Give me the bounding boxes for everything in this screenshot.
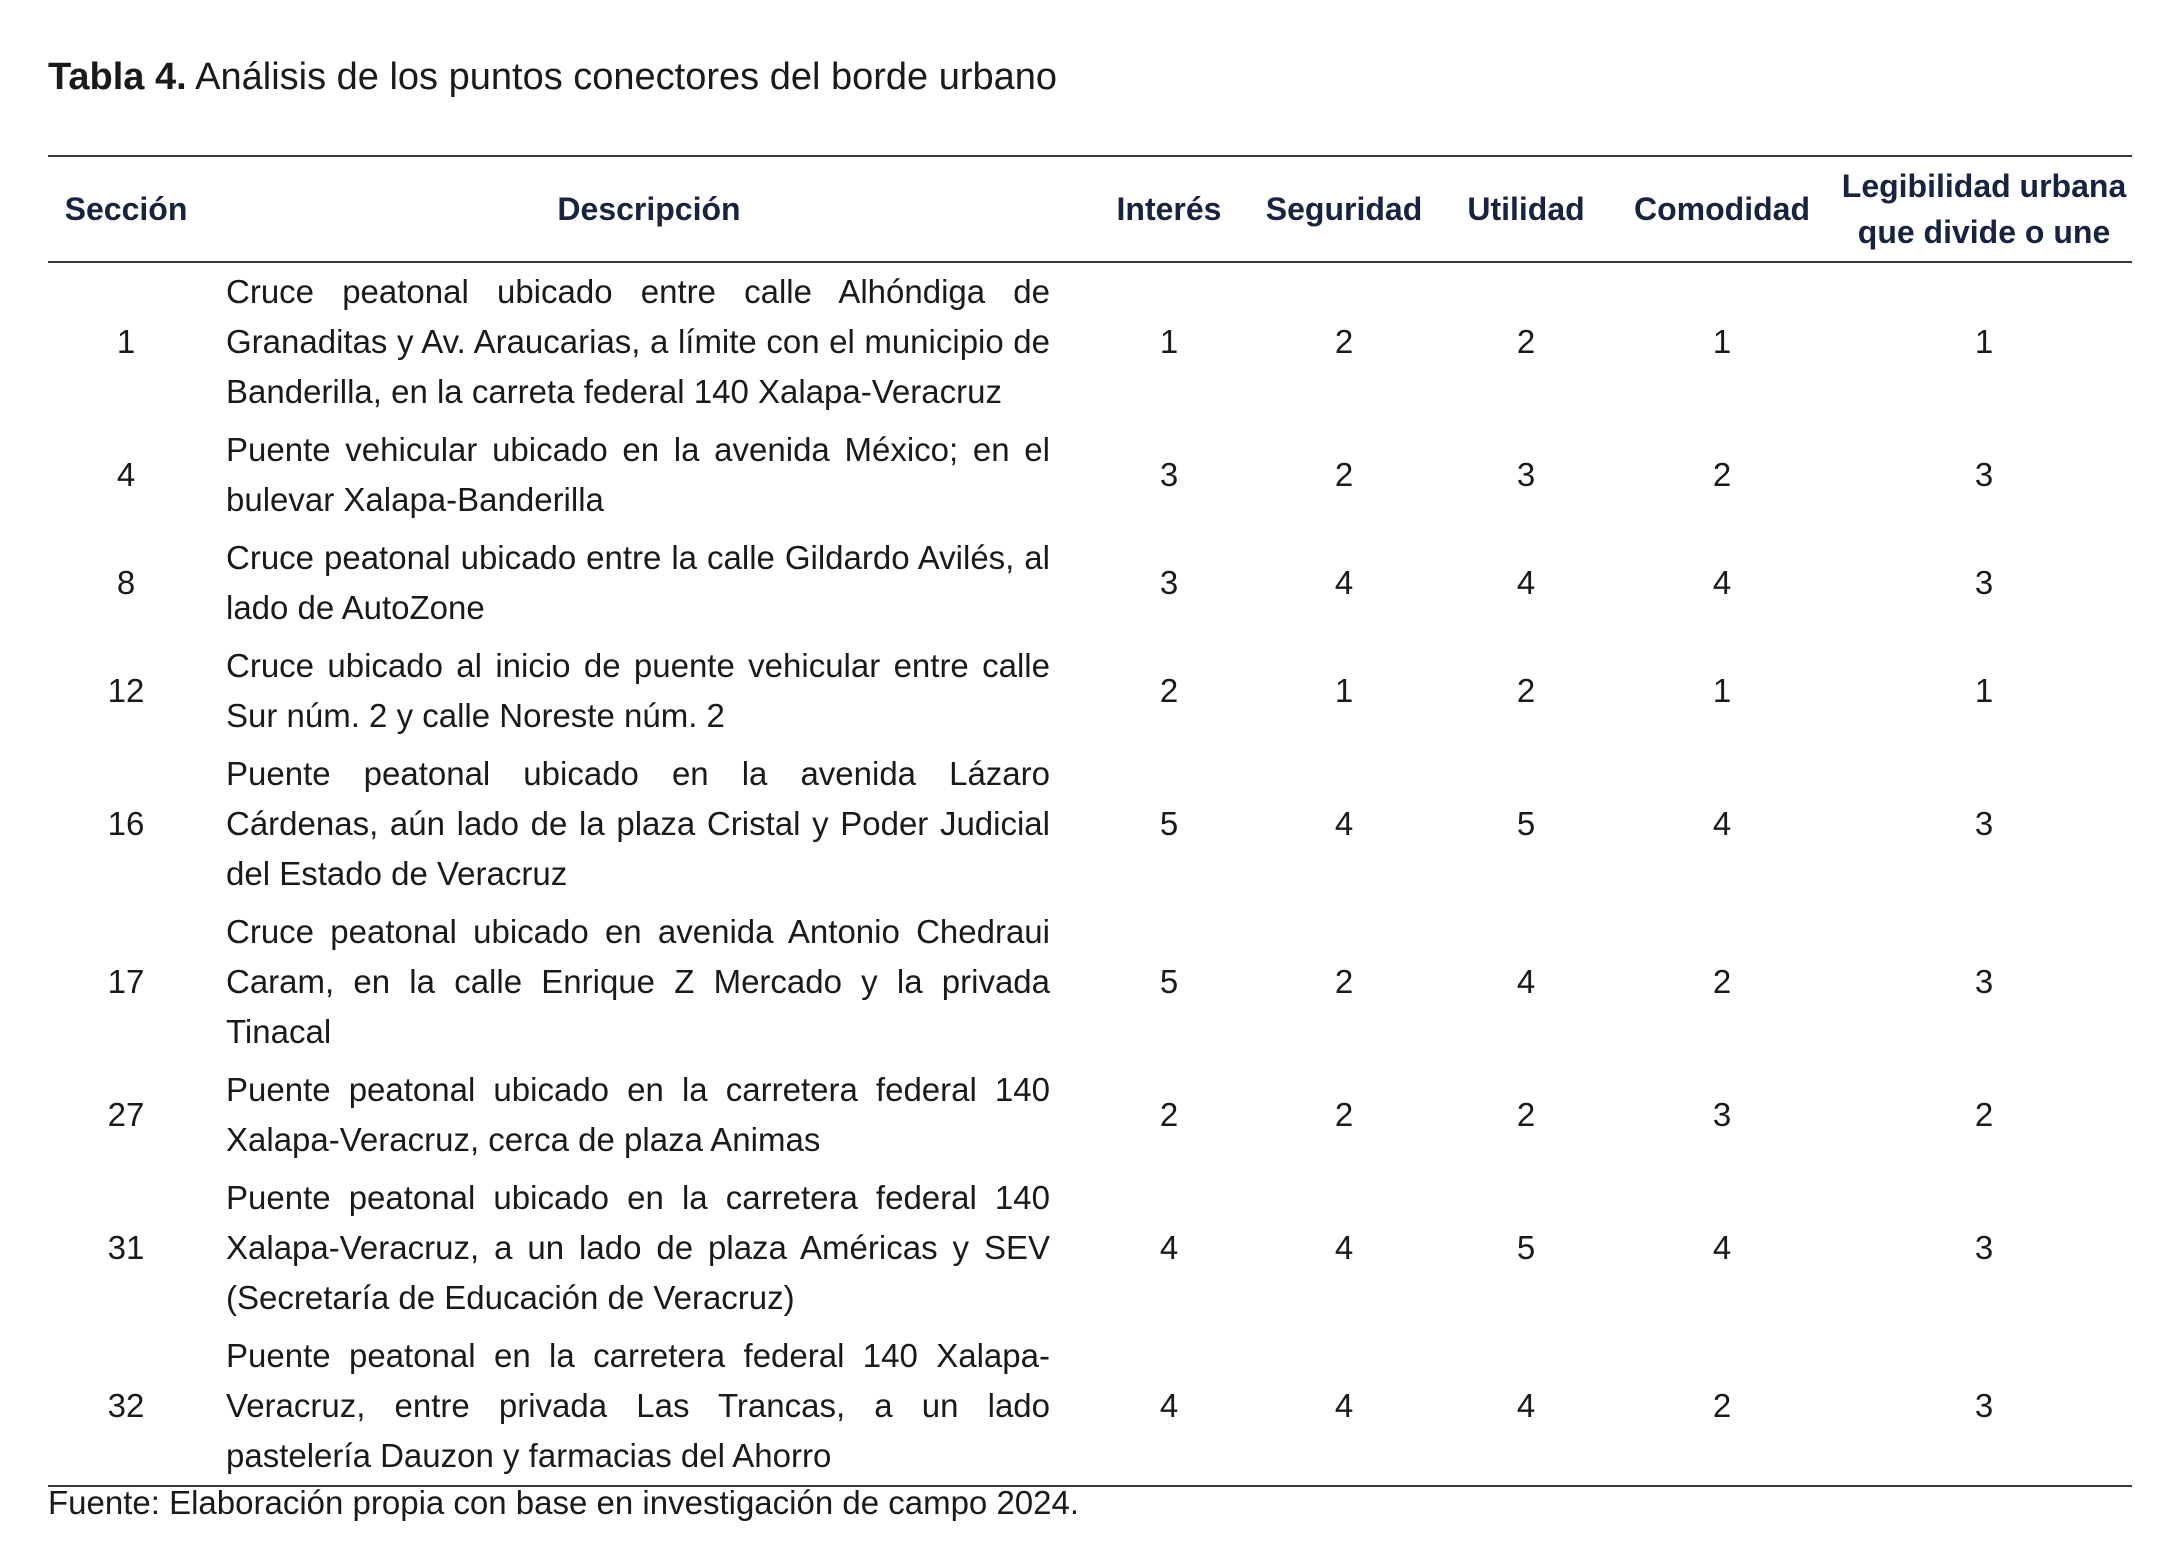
cell-interes: 3 [1159,456,1179,493]
connector-points-table [48,155,2132,1487]
cell-seguridad: 2 [1334,323,1354,360]
cell-utilidad: 4 [1516,1387,1536,1424]
cell-legibilidad: 3 [1974,805,1994,842]
header-legibilidad [1836,156,2132,262]
cell-utilidad: 3 [1516,456,1536,493]
cell-comodidad: 4 [1712,805,1732,842]
cell-descripcion-text: Puente peatonal ubicado en la carretera federal 140 Xalapa-Veracruz, cerca de plaza Animas [226,1071,1050,1158]
cell-comodidad: 2 [1712,1387,1732,1424]
cell-utilidad: 4 [1516,564,1536,601]
cell-seguridad: 4 [1334,1229,1354,1266]
cell-utilidad: 5 [1516,805,1536,842]
cell-interes: 5 [1159,805,1179,842]
table-caption [48,50,1057,104]
cell-utilidad: 2 [1516,323,1536,360]
cell-seccion: 17 [107,963,145,1000]
cell-comodidad: 1 [1712,323,1732,360]
header-utilidad: Utilidad [1467,191,1585,227]
cell-seguridad: 2 [1334,963,1354,1000]
cell-descripcion [204,1327,1094,1486]
cell-descripcion-text: Cruce peatonal ubicado entre calle Alhóndiga de Granaditas y Av. Araucarias, a límite con el municipio de Banderilla, en la carreta federal 140 Xalapa-Veracruz [226,273,1050,410]
cell-comodidad: 1 [1712,672,1732,709]
cell-interes: 5 [1159,963,1179,1000]
cell-seguridad: 4 [1334,1387,1354,1424]
cell-seccion: 12 [107,672,145,709]
cell-descripcion [204,1061,1094,1169]
table-row [48,1169,2132,1327]
table-row [48,637,2132,745]
table-row [48,1327,2132,1486]
header-interes: Interés [1116,191,1222,227]
table-row [48,529,2132,637]
cell-seccion: 27 [107,1096,145,1133]
cell-interes: 2 [1159,672,1179,709]
cell-utilidad: 2 [1516,1096,1536,1133]
table-row [48,262,2132,421]
header-seccion: Sección [64,191,188,227]
table-container [48,155,2132,1487]
cell-comodidad: 2 [1712,963,1732,1000]
cell-utilidad: 2 [1516,672,1536,709]
cell-descripcion [204,903,1094,1061]
cell-seccion: 8 [116,564,136,601]
cell-descripcion-text: Puente vehicular ubicado en la avenida México; en el bulevar Xalapa-Banderilla [226,431,1050,518]
cell-descripcion-text: Cruce ubicado al inicio de puente vehicular entre calle Sur núm. 2 y calle Noreste núm. 2 [226,647,1050,734]
cell-interes: 4 [1159,1229,1179,1266]
cell-legibilidad: 1 [1974,672,1994,709]
cell-comodidad: 4 [1712,564,1732,601]
cell-interes: 4 [1159,1387,1179,1424]
cell-seccion: 32 [107,1387,145,1424]
table-source-note: Fuente: Elaboración propia con base en investigación de campo 2024. [48,1484,1080,1521]
header-legibilidad-line2: que divide o une [1857,214,2111,250]
cell-interes: 1 [1159,323,1179,360]
cell-descripcion-text: Puente peatonal ubicado en la carretera federal 140 Xalapa-Veracruz, a un lado de plaza Américas y SEV (Secretaría de Educación de Veracruz) [226,1179,1050,1316]
cell-seguridad: 4 [1334,805,1354,842]
cell-legibilidad: 1 [1974,323,1994,360]
cell-utilidad: 4 [1516,963,1536,1000]
cell-utilidad: 5 [1516,1229,1536,1266]
header-seguridad: Seguridad [1265,191,1423,227]
table-row [48,745,2132,903]
table-body [48,262,2132,1486]
cell-descripcion-text: Puente peatonal en la carretera federal 140 Xalapa-Veracruz, entre privada Las Trancas, a un lado pastelería Dauzon y farmacias del Ahorro [226,1337,1050,1474]
header-descripcion: Descripción [557,191,741,227]
cell-interes: 3 [1159,564,1179,601]
cell-legibilidad: 3 [1974,456,1994,493]
table-header-row [48,156,2132,262]
cell-legibilidad: 3 [1974,1387,1994,1424]
table-caption-text: Análisis de los puntos conectores del borde urbano [195,56,1058,98]
cell-seguridad: 2 [1334,456,1354,493]
cell-descripcion-text: Cruce peatonal ubicado en avenida Antonio Chedraui Caram, en la calle Enrique Z Mercado y la privada Tinacal [226,913,1050,1050]
header-legibilidad-line1: Legibilidad urbana [1841,168,2127,204]
cell-descripcion [204,262,1094,421]
cell-legibilidad: 2 [1974,1096,1994,1133]
table-row [48,1061,2132,1169]
table-caption-label: Tabla 4. [48,56,187,98]
cell-descripcion-text: Puente peatonal ubicado en la avenida Lázaro Cárdenas, aún lado de la plaza Cristal y Poder Judicial del Estado de Veracruz [226,755,1050,892]
cell-descripcion [204,421,1094,529]
cell-seccion: 31 [107,1229,145,1266]
cell-legibilidad: 3 [1974,1229,1994,1266]
table-row [48,421,2132,529]
cell-comodidad: 2 [1712,456,1732,493]
cell-comodidad: 4 [1712,1229,1732,1266]
cell-legibilidad: 3 [1974,963,1994,1000]
cell-seccion: 4 [116,456,136,493]
cell-descripcion-text: Cruce peatonal ubicado entre la calle Gildardo Avilés, al lado de AutoZone [226,539,1050,626]
cell-descripcion [204,529,1094,637]
cell-descripcion [204,637,1094,745]
table-row [48,903,2132,1061]
cell-descripcion [204,1169,1094,1327]
cell-interes: 2 [1159,1096,1179,1133]
cell-seguridad: 2 [1334,1096,1354,1133]
cell-legibilidad: 3 [1974,564,1994,601]
cell-seguridad: 4 [1334,564,1354,601]
cell-comodidad: 3 [1712,1096,1732,1133]
cell-seccion: 1 [116,323,136,360]
cell-seguridad: 1 [1334,672,1354,709]
cell-descripcion [204,745,1094,903]
cell-seccion: 16 [107,805,145,842]
header-comodidad: Comodidad [1634,191,1810,227]
